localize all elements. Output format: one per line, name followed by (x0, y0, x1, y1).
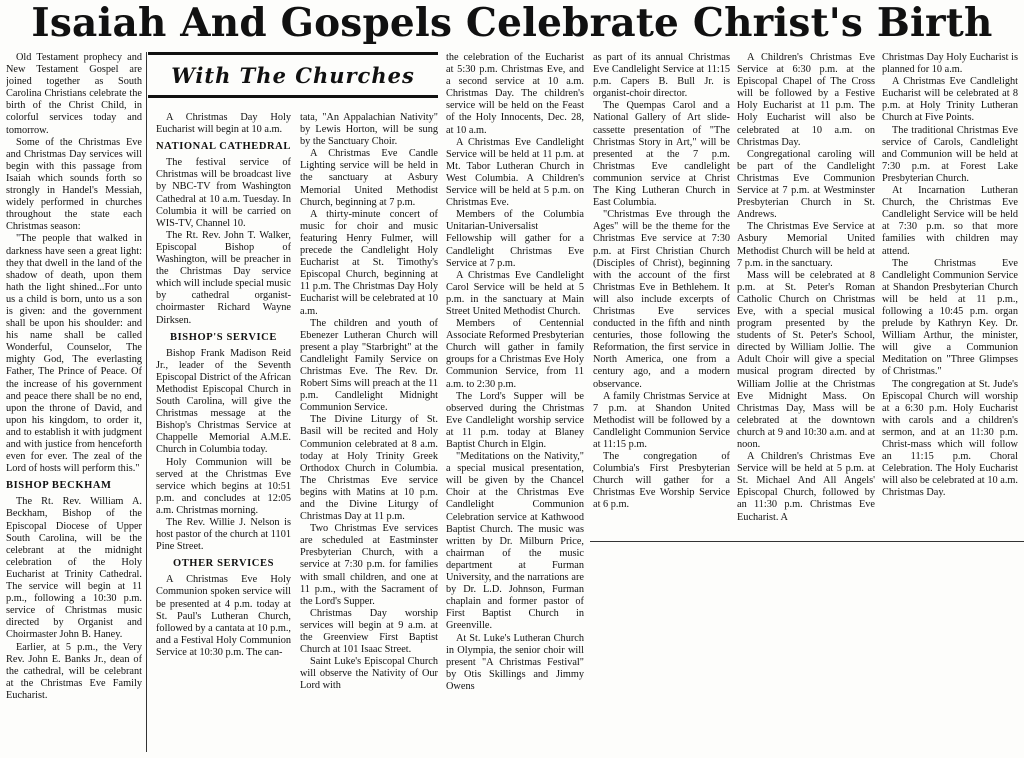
paragraph: A thirty-minute concert of music for choir and music featuring Henry Fulmer, will precede the Candlelight Holy Eucharist at St. Timothy's Episcopal Church, beginning at 11 p.m. The Christmas Day Holy Eucharist will be celebrated at 10 a.m. (300, 208, 438, 317)
paragraph: At St. Luke's Lutheran Church in Olympia, the senior choir will present "A Christmas Festival" by Otis Skillings and Jimmy Owens (446, 632, 584, 692)
paragraph: A Children's Christmas Eve Service at 6:30 p.m. at the Episcopal Chapel of The Cross will be followed by a Festive Holy Eucharist at 11 p.m. The Holy Eucharist will also be celebrated at 10 a.m. on Christmas Day. (737, 52, 875, 148)
subheading: BISHOP BECKHAM (6, 480, 112, 492)
article-column-3 (300, 112, 438, 754)
paragraph: "Christmas Eve through the Ages" will be the theme for the Christmas Eve service at 7:30 p.m. at First Christian Church (Disciples of Christ), beginning with the account of the first Christmas Eve in Bethlehem. It will also include excerpts of Christmas Eve services conducted in the fifth and ninth centuries, those following the Reformation, the first service in North America, one from a century ago, and a modern observance. (593, 209, 730, 390)
paragraph: Holy Communion will be served at the Christmas Eve service which begins at 10:51 p.m. and concludes at 12:05 a.m. Christmas morning. (156, 456, 291, 516)
paragraph: A Christmas Eve Candle Lighting service will be held in the sanctuary at Asbury Memorial United Methodist Church, beginning at 7 p.m. (300, 148, 438, 208)
paragraph: The congregation of Columbia's First Presbyterian Church will gather for a Christmas Eve Worship Service at 6 p.m. (593, 451, 730, 511)
paragraph: The Rev. Willie J. Nelson is host pastor of the church at 1101 Pine Street. (156, 517, 291, 553)
paragraph: Saint Luke's Episcopal Church will observe the Nativity of Our Lord with (300, 656, 438, 692)
paragraph: The Rt. Rev. John T. Walker, Episcopal Bishop of Washington, will be preacher in the Christmas Day service which will include special music by cathedral organist-choirmaster Richard Wayne Dirksen. (156, 229, 291, 326)
subheading: NATIONAL CATHEDRAL (156, 141, 291, 153)
subheading: OTHER SERVICES (172, 558, 275, 570)
paragraph: Bishop Frank Madison Reid Jr., leader of the Seventh Episcopal District of the African Methodist Episcopal Church in South Carolina, will give the Christmas message at the Bishop's Christmas Service at Chappelle Memorial A.M.E. Church in Columbia today. (156, 347, 291, 456)
paragraph: Christmas Day worship services will begin at 9 a.m. at the Greenview First Baptist Church at 101 Isaac Street. (300, 607, 438, 656)
paragraph: Mass will be celebrated at 8 p.m. at St. Peter's Roman Catholic Church on Christmas Eve, with a special musical program presented by the students of St. Peter's School, directed by William Jollie. The Adult Choir will give a special musical program directed by William Jollie at the Christmas Eve Midnight Mass. On Christmas Day, Mass will be celebrated at the downtown church at 9 and 10:30 a.m. and at noon. (737, 269, 875, 450)
paragraph: Christmas Day Holy Eucharist is planned for 10 a.m. (882, 52, 1018, 76)
paragraph: "The people that walked in darkness have seen a great light: they that dwell in the land of the shadow of death, upon them hath the light shined...For unto us a child is born, unto us a son is given: and the government shall be upon his shoulder: and his name shall be called Wonderful, Counselor, The mighty God, The everlasting Father, The Prince of Peace. Of the increase of his government and peace there shall be no end, upon the throne of David, and upon his kingdom, to order it, and to establish it with judgment and with justice from henceforth even for ever. The zeal of the Lord of hosts will perform this." (6, 233, 142, 475)
paragraph: The Christmas Eve Candlelight Communion Service at Shandon Presbyterian Church will be held at 11 p.m., following a 10:45 p.m. organ prelude by Kathryn Key. Dr. William Arthur, the minister, will give a Communion Meditation on "Three Glimpses of Christmas." (882, 257, 1018, 378)
article-column-2 (156, 112, 291, 754)
paragraph: Some of the Christmas Eve and Christmas Day services will begin with this passage from Isaiah which sounds forth so strongly in Handel's Messiah, widely performed in churches throughout the state each Christmas season: (6, 136, 142, 233)
paragraph: The Lord's Supper will be observed during the Christmas Eve Candlelight worship service at 11 p.m. today at Blaney Baptist Church in Elgin. (446, 390, 584, 450)
paragraph: The congregation at St. Jude's Episcopal Church will worship at a 6:30 p.m. Holy Eucharist with carols and a children's sermon, and at an 11:30 p.m. Christ-mass which will follow an 11:15 p.m. Choral Celebration. The Holy Eucharist will also be celebrated at 10 a.m. Christmas Day. (882, 378, 1018, 499)
paragraph: At Incarnation Lutheran Church, the Christmas Eve Candlelight Service will be held at 7:30 p.m. so that more families with children may attend. (882, 185, 1018, 257)
article-column-7 (882, 52, 1018, 542)
article-column-6 (737, 52, 875, 542)
section-divider (590, 541, 1024, 542)
paragraph: A Christmas Eve Holy Communion spoken service will be presented at 4 p.m. today at St. Paul's Lutheran Church, followed by a cantata at 10 p.m., and a Festival Holy Communion Service at 10:30 p.m. The can- (156, 574, 291, 658)
paragraph: The Christmas Eve Service at Asbury Memorial United Methodist Church will be held at 7 p.m. in the sanctuary. (737, 221, 875, 269)
paragraph: A Christmas Day Holy Eucharist will begin at 10 a.m. (156, 112, 291, 136)
headline: Isaiah And Gospels Celebrate Christ's Birth (31, 0, 993, 46)
paragraph: The children and youth of Ebenezer Lutheran Church will present a play "Starbright" at the Candlelight Family Service on Christmas Eve. The Rev. Dr. Robert Sims will preach at the 11 p.m. Candlelight Midnight Communion Service. (300, 317, 438, 414)
article-column-1 (6, 52, 142, 754)
paragraph: as part of its annual Christmas Eve Candlelight Service at 11:15 p.m. Capers B. Bull Jr. is organist-choir director. (593, 52, 730, 100)
paragraph: Members of Centennial Associate Reformed Presbyterian Church will gather in family groups for a Christmas Eve Holy Communion Service, from 11 a.m. to 2:30 p.m. (446, 318, 584, 390)
paragraph: The traditional Christmas Eve service of Carols, Candlelight and Communion will be held at 7:30 p.m. at Forest Lake Presbyterian Church. (882, 124, 1018, 184)
paragraph: The Quempas Carol and a National Gallery of Art slide-cassette presentation of "The Christmas Story in Art," will be presented at the 7 p.m. Christmas Eve candlelight communion service at Christ The King Lutheran Church in East Columbia. (593, 100, 730, 209)
paragraph: The Rt. Rev. William A. Beckham, Bishop of the Episcopal Diocese of Upper South Carolina, will be the celebrant at the midnight celebration of the Holy Eucharist at Trinity Cathedral. The service will begin at 11 p.m., following a 10:30 p.m. service of Christmas music directed by Organist and Choirmaster John B. Haney. (6, 496, 142, 641)
paragraph: The Divine Liturgy of St. Basil will be recited and Holy Communion celebrated at 8 a.m. today at Holy Trinity Greek Orthodox Church in Columbia. The Christmas Eve service begins with Matins at 10 p.m. and the Divine Liturgy of Christmas Day at 11 p.m. (300, 414, 438, 523)
paragraph: tata, "An Appalachian Nativity" by Lewis Horton, will be sung by the Sanctuary Choir. (300, 112, 438, 148)
article-column-4 (446, 52, 584, 754)
subheading: BISHOP'S SERVICE (170, 331, 277, 343)
column-divider (146, 52, 147, 752)
paragraph: A Christmas Eve Candlelight Eucharist will be celebrated at 8 p.m. at Holy Trinity Lutheran Church at Five Points. (882, 76, 1018, 124)
paragraph: A Christmas Eve Candlelight Service will be held at 11 p.m. at Mt. Tabor Lutheran Church in West Columbia. A Children's Service will be held at 5 p.m. on Christmas Eve. (446, 136, 584, 209)
paragraph: The festival service of Christmas will be broadcast live by NBC-TV from Washington Cathedral at 10 a.m. Tuesday. In Columbia it will be carried on WIS-TV, Channel 10. (156, 157, 291, 229)
paragraph: Congregational caroling will be part of the Candlelight Christmas Eve Communion Service at 7 p.m. at Westminster Presbyterian Church in St. Andrews. (737, 148, 875, 221)
paragraph: Two Christmas Eve services are scheduled at Eastminster Presbyterian Church, with a service at 7:30 p.m. for families with small children, and one at 11 p.m., with the Sacrament of the Lord's Supper. (300, 523, 438, 607)
section-title: With The Churches (148, 52, 438, 98)
paragraph: Earlier, at 5 p.m., the Very Rev. John E. Banks Jr., dean of the cathedral, will be celebrant at the Christmas Eve Family Eucharist. (6, 641, 142, 701)
paragraph: Members of the Columbia Unitarian-Universalist Fellowship will gather for a Candlelight Christmas Eve Service at 7 p.m. (446, 209, 584, 269)
paragraph: "Meditations on the Nativity," a special musical presentation, will be given by the Chancel Choir at the Christmas Eve Candlelight Communion Celebration service at Kathwood Baptist Church. The music was written by Dr. Milburn Price, chairman of the music department at Furman University, and the narrations are by Dr. L.D. Johnson, Furman chaplain and former pastor of First Baptist Church in Greenville. (446, 451, 584, 632)
article-column-5 (593, 52, 730, 542)
paragraph: A Children's Christmas Eve Service will be held at 5 p.m. at St. Michael And All Angels' Episcopal Church, followed by an 11:30 p.m. Christmas Eve Eucharist. A (737, 451, 875, 523)
paragraph: the celebration of the Eucharist at 5:30 p.m. Christmas Eve, and a second service at 10 a.m. Christmas Day. The children's service will be held on the Feast of the Holy Innocents, Dec. 28, at 10 a.m. (446, 52, 584, 136)
paragraph: A Christmas Eve Candlelight Carol Service will be held at 5 p.m. in the sanctuary at Main Street United Methodist Church. (446, 269, 584, 317)
paragraph: Old Testament prophecy and New Testament Gospel are joined together as South Carolina Christians celebrate the birth of the Christ Child, in colorful services today and tomorrow. (6, 52, 142, 136)
paragraph: A family Christmas Service at 7 p.m. at Shandon United Methodist will be followed by a Candlelight Communion Service at 11:15 p.m. (593, 390, 730, 450)
